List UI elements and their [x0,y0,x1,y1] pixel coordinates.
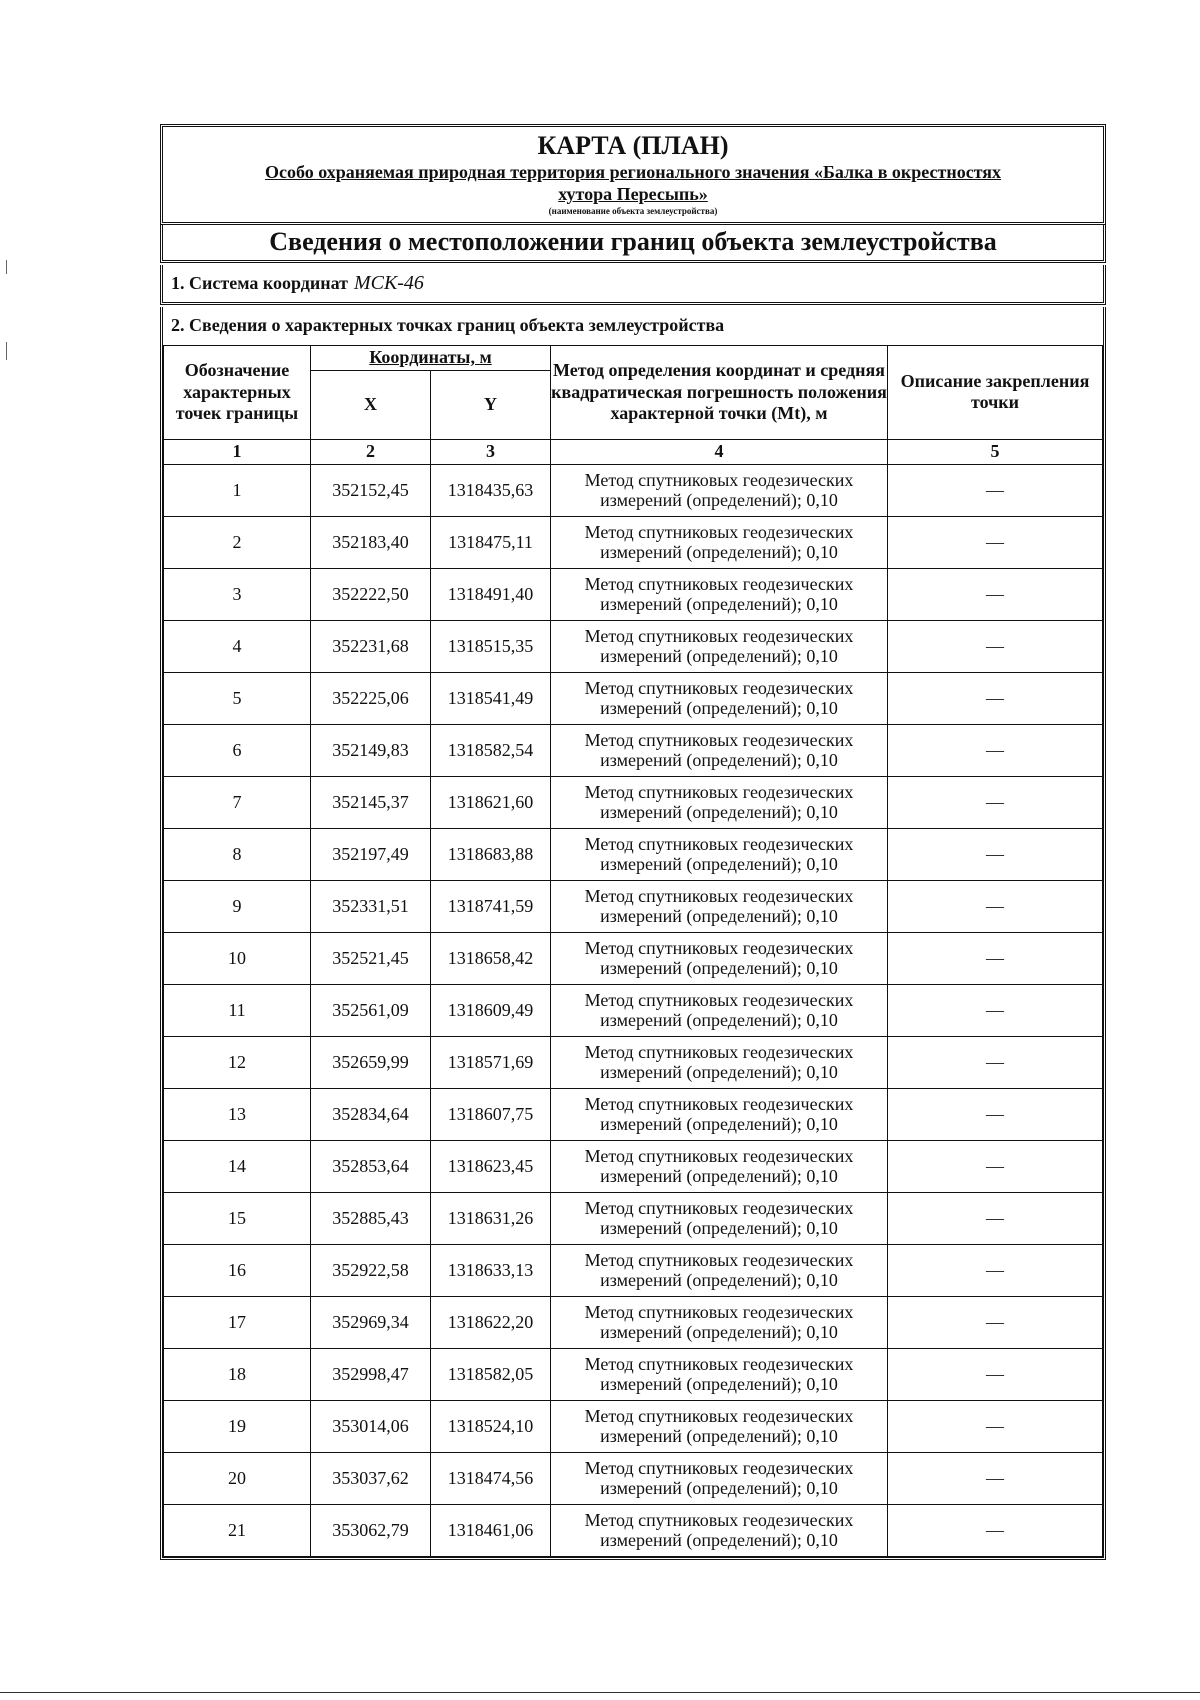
method-cell: Метод спутниковых геодезических измерений (определений); 0,10 [551,672,888,724]
description-cell: — [888,620,1103,672]
x-coordinate-cell: 352222,50 [311,568,431,620]
x-coordinate-cell: 352225,06 [311,672,431,724]
point-number-cell: 6 [164,724,311,776]
table-row [164,1504,1103,1556]
point-number-cell: 2 [164,516,311,568]
table-row [164,776,1103,828]
table-row [164,672,1103,724]
x-coordinate-cell: 352834,64 [311,1088,431,1140]
table-row [164,1400,1103,1452]
point-number-cell: 21 [164,1504,311,1556]
description-cell: — [888,984,1103,1036]
method-cell: Метод спутниковых геодезических измерений (определений); 0,10 [551,1088,888,1140]
point-number-cell: 16 [164,1244,311,1296]
y-coordinate-cell: 1318475,11 [431,516,551,568]
table-row [164,1296,1103,1348]
y-coordinate-cell: 1318524,10 [431,1400,551,1452]
method-cell: Метод спутниковых геодезических измерений (определений); 0,10 [551,828,888,880]
description-cell: — [888,880,1103,932]
table-row [164,1244,1103,1296]
y-coordinate-cell: 1318658,42 [431,932,551,984]
point-number-cell: 4 [164,620,311,672]
x-coordinate-cell: 353014,06 [311,1400,431,1452]
points-table-frame [160,345,1106,1560]
y-coordinate-cell: 1318461,06 [431,1504,551,1556]
document-sheet [160,124,1106,1560]
description-cell: — [888,1348,1103,1400]
description-cell: — [888,724,1103,776]
header-method: Метод определения координат и средняя квадратическая погрешность положения характерной точки (Мt), м [551,345,888,439]
y-coordinate-cell: 1318683,88 [431,828,551,880]
method-cell: Метод спутниковых геодезических измерений (определений); 0,10 [551,1504,888,1556]
point-number-cell: 12 [164,1036,311,1088]
document-title: КАРТА (ПЛАН) [537,131,729,160]
method-cell: Метод спутниковых геодезических измерений (определений); 0,10 [551,984,888,1036]
x-coordinate-cell: 353037,62 [311,1452,431,1504]
method-cell: Метод спутниковых геодезических измерений (определений); 0,10 [551,1140,888,1192]
point-number-cell: 7 [164,776,311,828]
coord-system-value: МСК-46 [353,271,424,294]
header-description: Описание закрепления точки [888,345,1103,439]
point-number-cell: 13 [164,1088,311,1140]
y-coordinate-cell: 1318741,59 [431,880,551,932]
method-cell: Метод спутниковых геодезических измерений (определений); 0,10 [551,724,888,776]
method-cell: Метод спутниковых геодезических измерений (определений); 0,10 [551,1192,888,1244]
x-coordinate-cell: 352521,45 [311,932,431,984]
table-row [164,464,1103,516]
y-coordinate-cell: 1318609,49 [431,984,551,1036]
y-coordinate-cell: 1318474,56 [431,1452,551,1504]
method-cell: Метод спутниковых геодезических измерений (определений); 0,10 [551,932,888,984]
table-row [164,568,1103,620]
table-row [164,1192,1103,1244]
point-number-cell: 3 [164,568,311,620]
object-name-line2: хутора Пересыпь» [558,184,708,205]
table-row [164,1036,1103,1088]
column-number: 1 [164,439,311,464]
section-title-box [160,225,1106,263]
table-row [164,724,1103,776]
scan-margin-mark [6,342,7,360]
description-cell: — [888,828,1103,880]
header-coords: Координаты, м [311,345,551,370]
y-coordinate-cell: 1318582,54 [431,724,551,776]
x-coordinate-cell: 352969,34 [311,1296,431,1348]
column-number: 3 [431,439,551,464]
section-title: Сведения о местоположении границ объекта землеустройства [269,227,997,257]
description-cell: — [888,776,1103,828]
method-cell: Метод спутниковых геодезических измерений (определений); 0,10 [551,1400,888,1452]
x-coordinate-cell: 352149,83 [311,724,431,776]
x-coordinate-cell: 352145,37 [311,776,431,828]
x-coordinate-cell: 352331,51 [311,880,431,932]
description-cell: — [888,1244,1103,1296]
table-row [164,1452,1103,1504]
method-cell: Метод спутниковых геодезических измерений (определений); 0,10 [551,880,888,932]
description-cell: — [888,1192,1103,1244]
y-coordinate-cell: 1318541,49 [431,672,551,724]
y-coordinate-cell: 1318491,40 [431,568,551,620]
method-cell: Метод спутниковых геодезических измерений (определений); 0,10 [551,516,888,568]
table-row [164,1088,1103,1140]
point-number-cell: 11 [164,984,311,1036]
point-number-cell: 8 [164,828,311,880]
table-row [164,1140,1103,1192]
description-cell: — [888,932,1103,984]
y-coordinate-cell: 1318621,60 [431,776,551,828]
method-cell: Метод спутниковых геодезических измерений (определений); 0,10 [551,1452,888,1504]
y-coordinate-cell: 1318633,13 [431,1244,551,1296]
column-number-row [164,439,1103,464]
x-coordinate-cell: 352183,40 [311,516,431,568]
point-number-cell: 19 [164,1400,311,1452]
y-coordinate-cell: 1318571,69 [431,1036,551,1088]
x-coordinate-cell: 352561,09 [311,984,431,1036]
x-coordinate-cell: 352231,68 [311,620,431,672]
table-row [164,932,1103,984]
header-designation: Обозначение характерных точек границы [164,345,311,439]
point-number-cell: 17 [164,1296,311,1348]
coord-system-box [160,265,1106,305]
description-cell: — [888,1036,1103,1088]
table-row [164,984,1103,1036]
point-number-cell: 20 [164,1452,311,1504]
column-number: 5 [888,439,1103,464]
description-cell: — [888,1452,1103,1504]
points-section-title: 2. Сведения о характерных точках границ объекта землеустройства [171,315,725,336]
x-coordinate-cell: 352659,99 [311,1036,431,1088]
x-coordinate-cell: 352885,43 [311,1192,431,1244]
table-row [164,828,1103,880]
description-cell: — [888,1400,1103,1452]
object-name-caption: (наименование объекта землеустройства) [548,205,718,216]
point-number-cell: 5 [164,672,311,724]
table-row [164,1348,1103,1400]
x-coordinate-cell: 352998,47 [311,1348,431,1400]
method-cell: Метод спутниковых геодезических измерений (определений); 0,10 [551,464,888,516]
description-cell: — [888,672,1103,724]
description-cell: — [888,1296,1103,1348]
method-cell: Метод спутниковых геодезических измерений (определений); 0,10 [551,1348,888,1400]
points-table-body [164,464,1103,1556]
point-number-cell: 15 [164,1192,311,1244]
coord-system-label: 1. Система координат [171,272,348,293]
point-number-cell: 18 [164,1348,311,1400]
points-table [163,345,1103,1557]
header-y: Y [431,370,551,439]
method-cell: Метод спутниковых геодезических измерений (определений); 0,10 [551,1296,888,1348]
table-row [164,516,1103,568]
scan-margin-mark [6,260,7,274]
y-coordinate-cell: 1318622,20 [431,1296,551,1348]
description-cell: — [888,464,1103,516]
y-coordinate-cell: 1318582,05 [431,1348,551,1400]
x-coordinate-cell: 353062,79 [311,1504,431,1556]
point-number-cell: 1 [164,464,311,516]
method-cell: Метод спутниковых геодезических измерений (определений); 0,10 [551,1244,888,1296]
x-coordinate-cell: 352853,64 [311,1140,431,1192]
header-x: X [311,370,431,439]
description-cell: — [888,1504,1103,1556]
scan-bottom-edge [0,1692,1200,1693]
x-coordinate-cell: 352197,49 [311,828,431,880]
method-cell: Метод спутниковых геодезических измерений (определений); 0,10 [551,568,888,620]
y-coordinate-cell: 1318607,75 [431,1088,551,1140]
y-coordinate-cell: 1318623,45 [431,1140,551,1192]
point-number-cell: 10 [164,932,311,984]
table-row [164,880,1103,932]
x-coordinate-cell: 352152,45 [311,464,431,516]
point-number-cell: 14 [164,1140,311,1192]
table-row [164,620,1103,672]
x-coordinate-cell: 352922,58 [311,1244,431,1296]
description-cell: — [888,568,1103,620]
points-section-box [160,307,1106,345]
point-number-cell: 9 [164,880,311,932]
object-name-line1: Особо охраняемая природная территория регионального значения «Балка в окрестностях [264,161,1002,182]
method-cell: Метод спутниковых геодезических измерений (определений); 0,10 [551,620,888,672]
column-number: 4 [551,439,888,464]
document-header [160,124,1106,225]
column-number: 2 [311,439,431,464]
description-cell: — [888,516,1103,568]
method-cell: Метод спутниковых геодезических измерений (определений); 0,10 [551,1036,888,1088]
y-coordinate-cell: 1318515,35 [431,620,551,672]
y-coordinate-cell: 1318435,63 [431,464,551,516]
description-cell: — [888,1088,1103,1140]
y-coordinate-cell: 1318631,26 [431,1192,551,1244]
description-cell: — [888,1140,1103,1192]
method-cell: Метод спутниковых геодезических измерений (определений); 0,10 [551,776,888,828]
